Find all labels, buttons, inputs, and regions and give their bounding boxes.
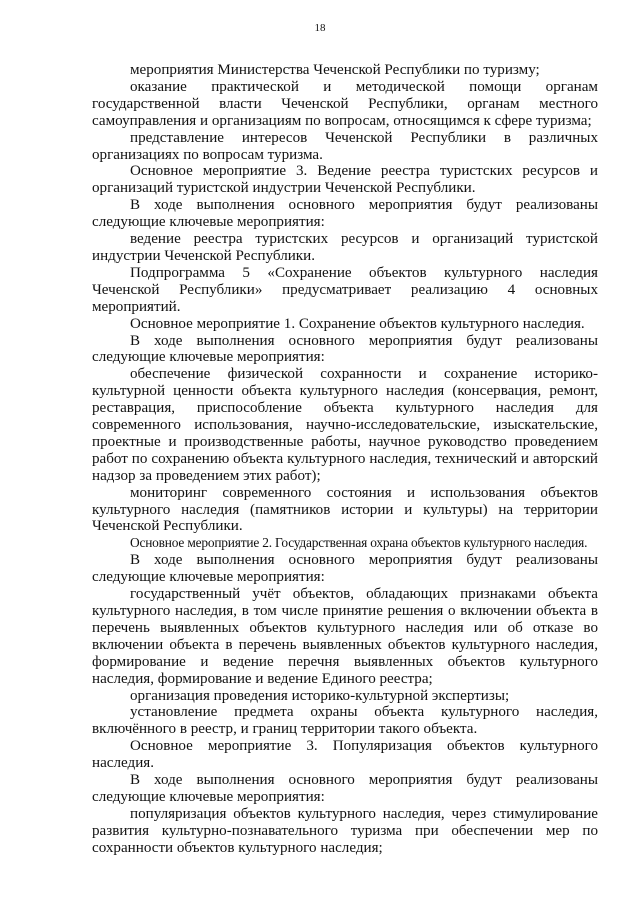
paragraph: В ходе выполнения основного мероприятия будут реализованы следующие ключевые мероприятия: <box>92 552 598 586</box>
paragraph: Основное мероприятие 3. Популяризация объектов культурного наследия. <box>92 738 598 772</box>
paragraph: оказание практической и методической помощи органам государственной власти Чеченской Республики, органам местного самоуправления и организациям по вопросам, относящимся к сфере туризма; <box>92 78 598 129</box>
paragraph: Основное мероприятие 1. Сохранение объектов культурного наследия. <box>130 315 585 332</box>
body-text <box>92 62 598 857</box>
paragraph: популяризация объектов культурного наследия, через стимулирование развития культурно-познавательного туризма при обеспечении мер по сохранности объектов культурного наследия; <box>92 805 598 856</box>
paragraph: организация проведения историко-культурной экспертизы; <box>130 687 510 704</box>
paragraph: Основное мероприятие 3. Ведение реестра туристских ресурсов и организаций туристской индустрии Чеченской Республики. <box>92 163 598 197</box>
page-number: 18 <box>314 22 326 34</box>
paragraph: мониторинг современного состояния и использования объектов культурного наследия (памятников истории и культуры) на территории Чеченской Республики. <box>92 484 598 535</box>
paragraph: установление предмета охраны объекта культурного наследия, включённого в реестр, и границ территории такого объекта. <box>92 704 598 738</box>
paragraph: государственный учёт объектов, обладающих признаками объекта культурного наследия, в том числе принятие решения о включении объекта в перечень выявленных объектов культурного наследия или об отказе во включении объекта в перечень выявленных объектов культурного наследия, формирование и ведение перечня выявленных объектов культурного наследия, формирование и ведение Единого реестра; <box>92 586 598 687</box>
paragraph: представление интересов Чеченской Республики в различных организациях по вопросам туризма. <box>92 129 598 163</box>
paragraph: мероприятия Министерства Чеченской Республики по туризму; <box>130 62 540 78</box>
paragraph: ведение реестра туристских ресурсов и организаций туристской индустрии Чеченской Республики. <box>92 231 598 264</box>
paragraph: обеспечение физической сохранности и сохранение историко-культурной ценности объекта культурного наследия (консервация, ремонт, реставрация, приспособление объекта культурного наследия для современного использования, научно-исследовательские, изыскательские, проектные и производственные работы, научное руководство проведением работ по сохранению объекта культурного наследия, технический и авторский надзор за проведением этих работ); <box>92 366 598 484</box>
paragraph: Подпрограмма 5 «Сохранение объектов культурного наследия Чеченской Республики» предусматривает реализацию 4 основных мероприятий. <box>92 264 598 315</box>
paragraph: В ходе выполнения основного мероприятия будут реализованы следующие ключевые мероприятия: <box>92 197 598 231</box>
paragraph: В ходе выполнения основного мероприятия будут реализованы следующие ключевые мероприятия: <box>92 772 598 805</box>
paragraph: Основное мероприятие 2. Государственная охрана объектов культурного наследия. <box>130 535 588 551</box>
paragraph: В ходе выполнения основного мероприятия будут реализованы следующие ключевые мероприятия: <box>92 332 598 366</box>
